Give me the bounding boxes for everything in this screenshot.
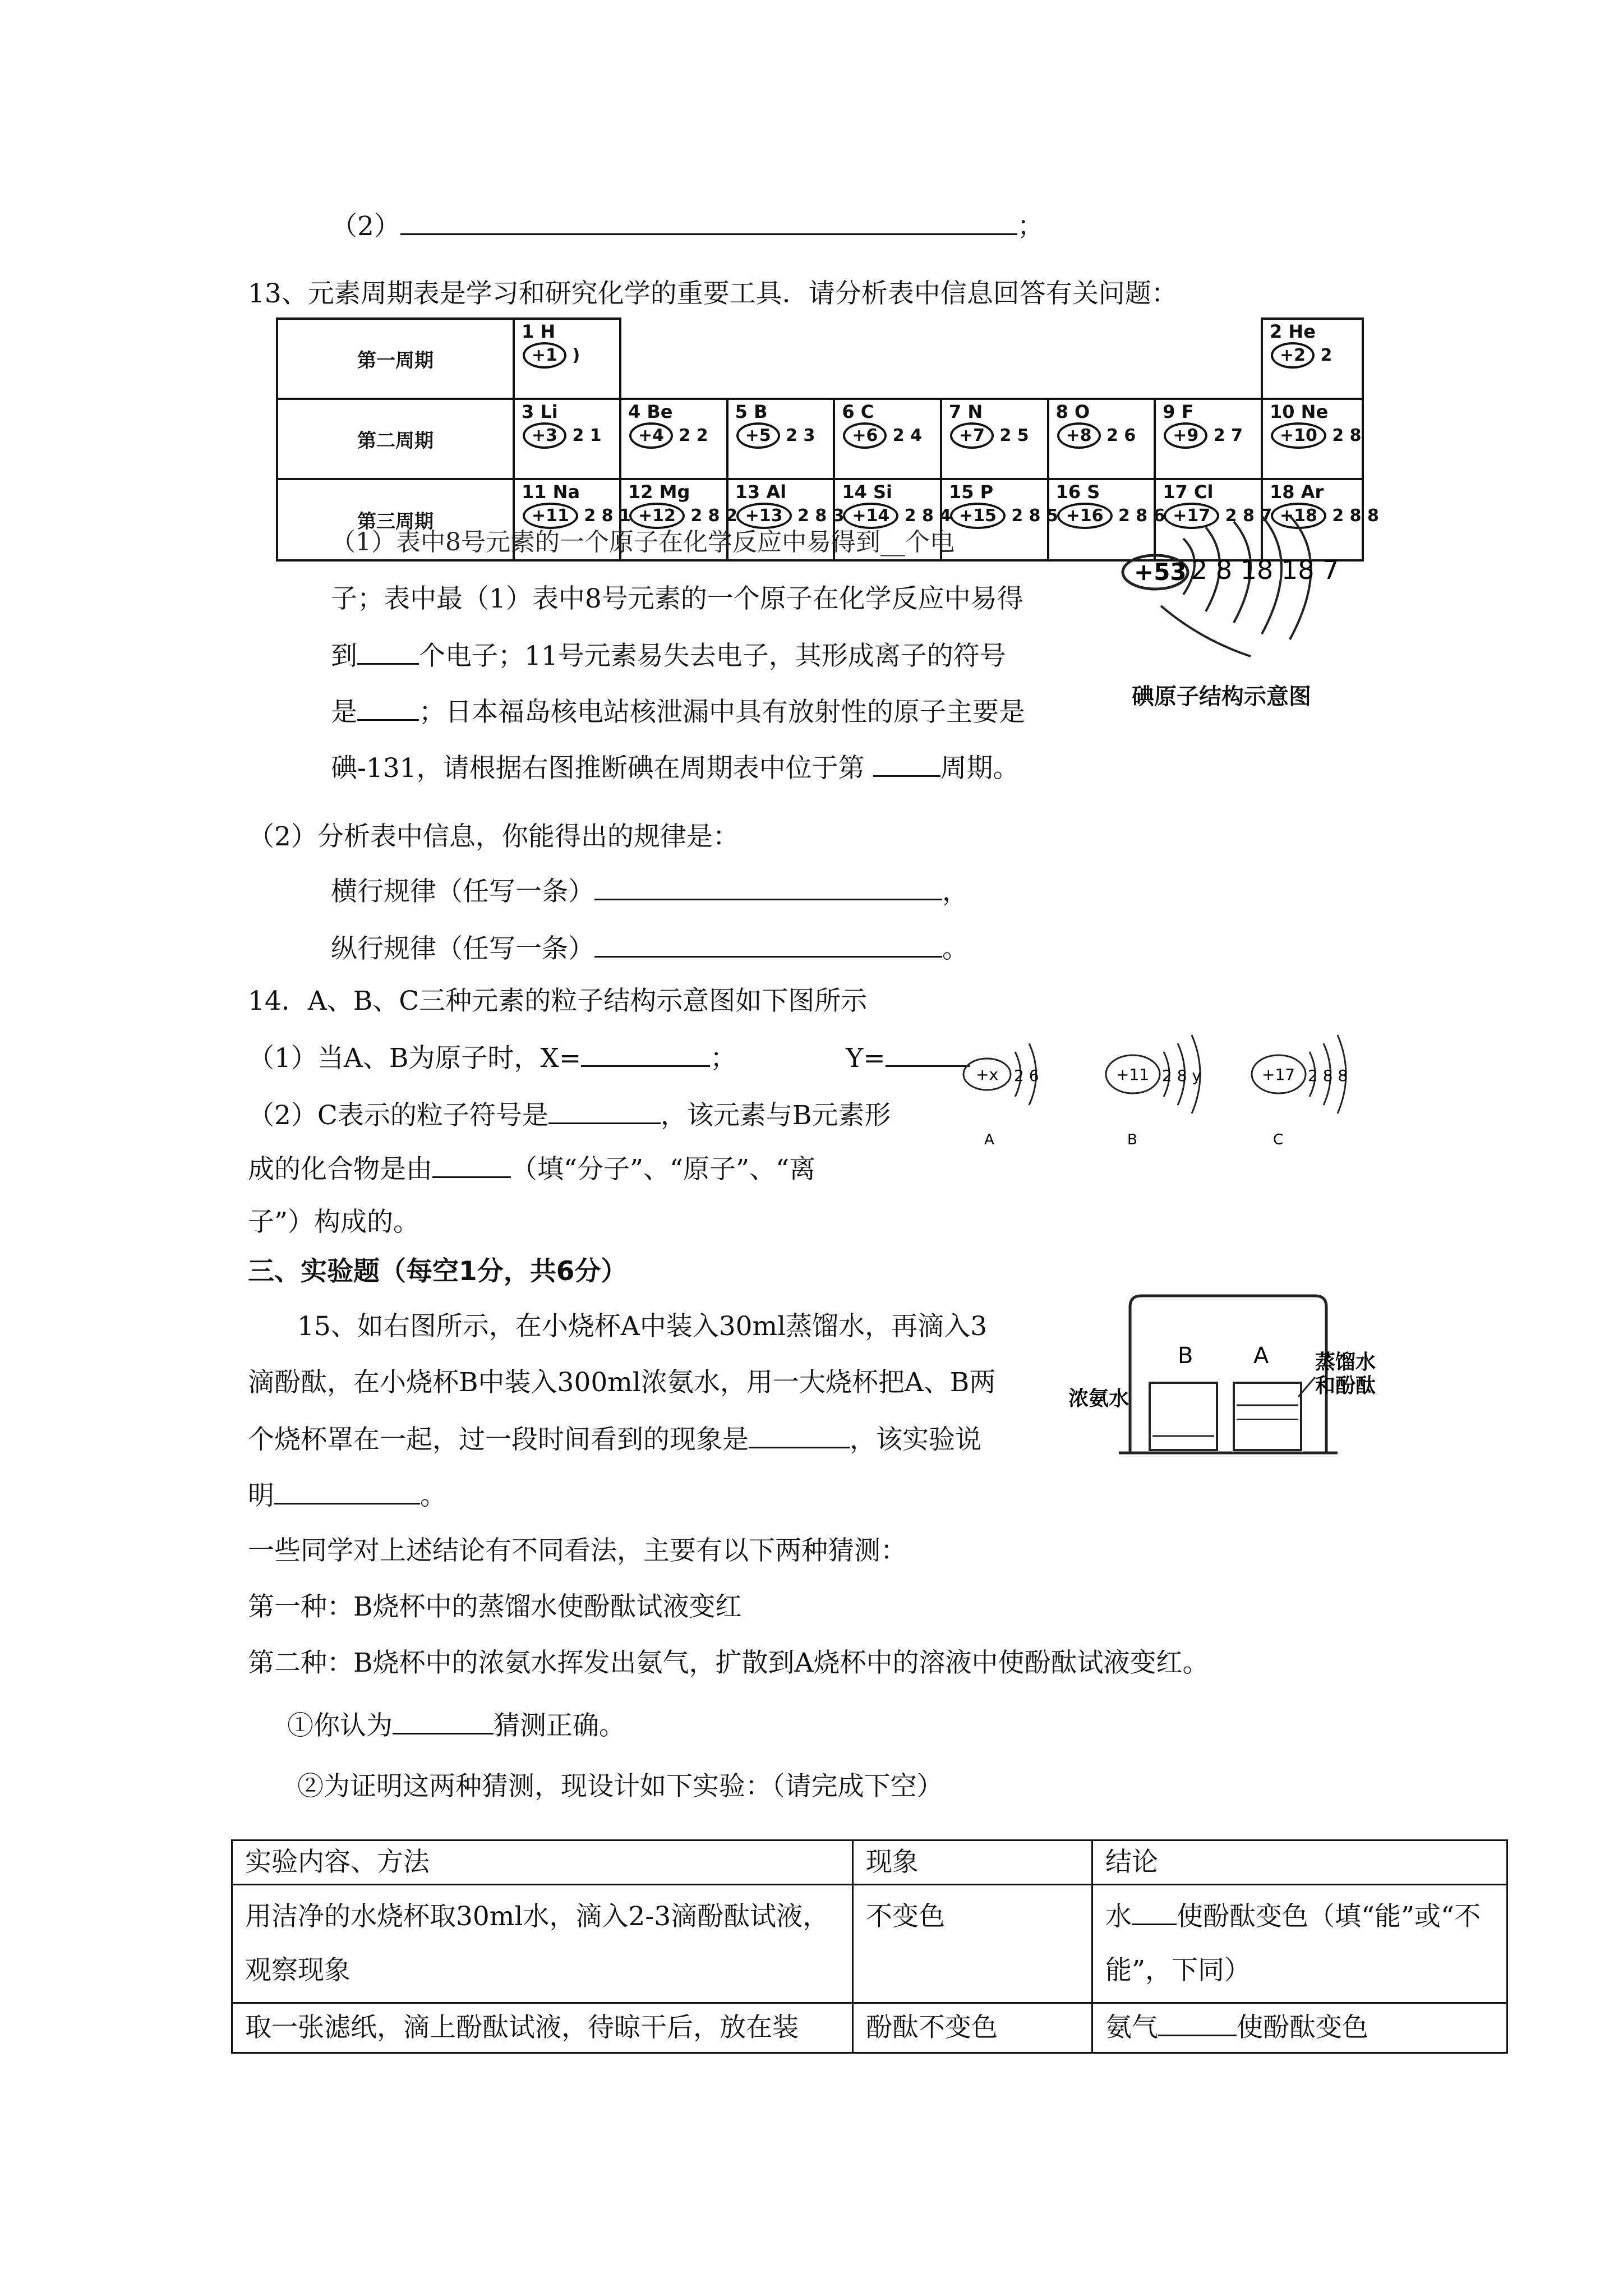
q13-line4: 碘-131，请根据右图推断碘在周期表中位于第 周期。 <box>331 751 1020 785</box>
element-cell: 8 O +8 2 6 <box>1048 399 1155 479</box>
cell-phenomenon: 酚酞不变色 <box>853 2003 1092 2053</box>
q15-line4: 明 。 <box>248 1478 446 1513</box>
q14-part2: （2）C表示的粒子符号是 ，该元素与B元素形 <box>248 1098 891 1133</box>
svg-text:+x: +x <box>976 1065 999 1084</box>
element-cell: 7 N +7 2 5 <box>941 399 1048 479</box>
q15-line5: 一些同学对上述结论有不同看法，主要有以下两种猜测： <box>248 1535 907 1566</box>
label-ammonia: 浓氨水 <box>1068 1387 1129 1410</box>
element-cell: 3 Li +3 2 1 <box>514 399 620 479</box>
element-cell: 9 F +9 2 7 <box>1155 399 1262 479</box>
cell-phenomenon: 不变色 <box>853 1885 1092 2003</box>
q13-line3: 是 ；日本福岛核电站核泄漏中具有放射性的原子主要是 <box>331 694 1025 729</box>
element-cell: 4 Be +4 2 2 <box>620 399 727 479</box>
svg-text:C: C <box>1273 1131 1284 1148</box>
answer-blank[interactable] <box>594 874 942 900</box>
table-row <box>232 2003 1507 2053</box>
cell-conclusion: 水 使酚酞变色（填“能”或“不能”，下同） <box>1092 1885 1507 2003</box>
answer-blank[interactable] <box>432 1152 511 1178</box>
q14-stem: 14．A、B、C三种元素的粒子结构示意图如下图所示 <box>248 986 868 1016</box>
table-header-row <box>232 1841 1507 1885</box>
label-phenol: 和酚酞 <box>1315 1374 1376 1397</box>
particle-diagrams <box>953 1029 1391 1203</box>
q15-line7: 第二种：B烧杯中的浓氨水挥发出氨气，扩散到A烧杯中的溶液中使酚酞试液变红。 <box>248 1648 1209 1678</box>
answer-blank[interactable] <box>749 1422 850 1448</box>
svg-text:2 6: 2 6 <box>1014 1066 1039 1085</box>
svg-text:+17: +17 <box>1262 1065 1295 1084</box>
q13-line1: 子；表中最（1）表中8号元素的一个原子在化学反应中易得 <box>331 583 1023 614</box>
particle-b <box>1106 1035 1201 1148</box>
q15-line6: 第一种：B烧杯中的蒸馏水使酚酞试液变红 <box>248 1591 742 1622</box>
element-cell: 5 B +5 2 3 <box>727 399 834 479</box>
answer-blank[interactable] <box>393 1708 494 1734</box>
element-cell: 10 Ne +10 2 8 <box>1262 399 1363 479</box>
q12-part2: （2） ； <box>331 209 1044 243</box>
element-cell: 17 Cl +17 2 8 7 <box>1155 479 1262 560</box>
table-row <box>232 1885 1507 2003</box>
q15-line2: 滴酚酞，在小烧杯B中装入300ml浓氨水，用一大烧杯把A、B两 <box>248 1367 996 1398</box>
answer-blank[interactable] <box>274 1478 420 1504</box>
answer-blank[interactable] <box>400 209 1017 235</box>
iodine-caption: 碘原子结构示意图 <box>1132 684 1311 710</box>
cell-method: 取一张滤纸，滴上酚酞试液，待晾干后，放在装 <box>232 2003 853 2053</box>
answer-blank[interactable] <box>1132 1899 1177 1925</box>
svg-text:A: A <box>984 1131 994 1148</box>
q14-part1: （1）当A、B为原子时，X= ； Y= <box>248 1041 970 1075</box>
answer-blank[interactable] <box>594 931 942 958</box>
svg-text:+11: +11 <box>1116 1065 1150 1084</box>
beaker-a <box>1234 1383 1301 1450</box>
label-water: 蒸馏水 <box>1315 1351 1376 1374</box>
shell-numbers: 2 8 18 18 7 <box>1191 555 1339 585</box>
q14-part3: 成的化合物是由 （填“分子”、“原子”、“离 <box>248 1152 815 1186</box>
q13-line2: 到 个电子；11号元素易失去电子，其形成离子的符号 <box>331 638 1006 673</box>
electron-shells <box>1161 516 1311 656</box>
label-a: A <box>1253 1343 1269 1369</box>
section3-title: 三、实验题（每空1分，共6分） <box>248 1256 628 1287</box>
answer-blank[interactable] <box>1158 2010 1237 2036</box>
element-cell: 16 S +16 2 8 6 <box>1048 479 1155 560</box>
answer-blank[interactable] <box>873 751 940 777</box>
element-cell-he: 2 He +2 2 <box>1262 319 1363 399</box>
experiment-table <box>231 1839 1508 2054</box>
element-cell: 11 Na +11 2 8 1 <box>514 479 620 560</box>
header-method: 实验内容、方法 <box>232 1841 853 1885</box>
label-b: B <box>1178 1343 1193 1369</box>
element-cell-h: 1 H +1 ) <box>514 319 620 399</box>
answer-blank[interactable] <box>357 694 419 721</box>
large-beaker <box>1130 1296 1326 1453</box>
beaker-diagram <box>1068 1285 1405 1470</box>
header-conclusion: 结论 <box>1092 1841 1507 1885</box>
q13-part2: （2）分析表中信息，你能得出的规律是： <box>248 821 739 852</box>
element-cell: 12 Mg +12 2 8 2 <box>620 479 727 560</box>
answer-blank[interactable] <box>581 1041 710 1067</box>
element-cell: 6 C +6 2 4 <box>834 399 941 479</box>
q13-vertical: 纵行规律（任写一条） 。 <box>331 931 969 966</box>
q15-line8: ①你认为 猜测正确。 <box>287 1708 625 1743</box>
element-cell: 15 P +15 2 8 5 <box>941 479 1048 560</box>
q13-horizontal: 横行规律（任写一条） ， <box>331 874 969 909</box>
overlap-text: （1）表中8号元素的一个原子在化学反应中易得到__个电 <box>331 528 955 556</box>
nucleus-label: +53 <box>1134 558 1187 586</box>
element-cell: 14 Si +14 2 8 4 <box>834 479 941 560</box>
svg-text:B: B <box>1127 1131 1137 1148</box>
svg-text:2 8 8: 2 8 8 <box>1308 1066 1348 1085</box>
empty-region <box>620 319 1262 399</box>
q15-line3: 个烧杯罩在一起，过一段时间看到的现象是 ，该实验说 <box>248 1422 981 1457</box>
period-label: 第一周期 <box>277 319 514 399</box>
cell-method: 用洁净的水烧杯取30ml水，滴入2-3滴酚酞试液，观察现象 <box>232 1885 853 2003</box>
q15-line9: ②为证明这两种猜测，现设计如下实验：（请完成下空） <box>297 1771 943 1802</box>
beaker-b <box>1150 1383 1217 1450</box>
answer-blank[interactable] <box>357 638 419 665</box>
particle-a <box>963 1043 1039 1148</box>
element-cell: 13 Al +13 2 8 3 <box>727 479 834 560</box>
q14-part4: 子”）构成的。 <box>248 1207 420 1237</box>
particle-c <box>1252 1035 1348 1148</box>
period-label: 第二周期 <box>277 399 514 479</box>
iodine-diagram <box>1116 516 1352 701</box>
svg-text:2 8 y: 2 8 y <box>1162 1066 1201 1085</box>
answer-blank[interactable] <box>548 1098 661 1124</box>
q13-stem: 13、元素周期表是学习和研究化学的重要工具．请分析表中信息回答有关问题： <box>248 278 1178 309</box>
element-cell: 18 Ar +18 2 8 8 <box>1262 479 1363 560</box>
period-label: 第三周期 <box>277 479 514 560</box>
cell-conclusion: 氨气 使酚酞变色 <box>1092 2003 1507 2053</box>
header-phenomenon: 现象 <box>853 1841 1092 1885</box>
q15-line1: 15、如右图所示，在小烧杯A中装入30ml蒸馏水，再滴入3 <box>297 1311 988 1342</box>
